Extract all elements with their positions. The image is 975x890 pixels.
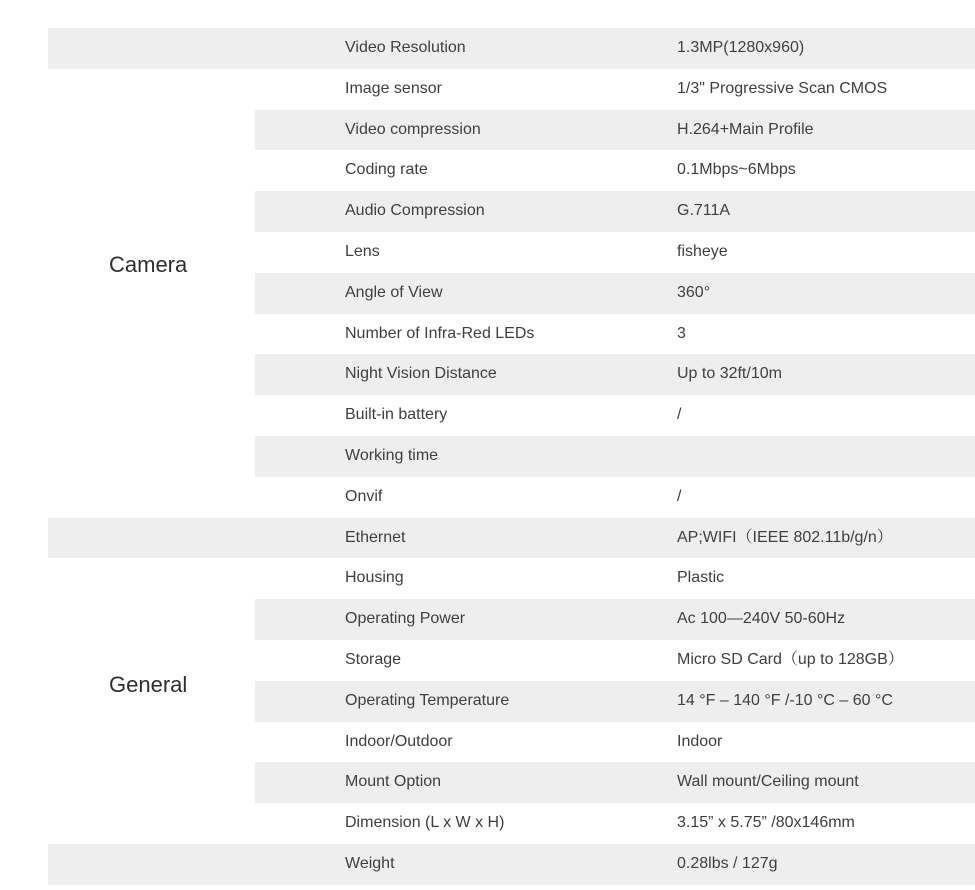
spec-label: Ethernet [345,528,406,546]
spec-value: H.264+Main Profile [677,120,814,138]
spec-value: / [677,487,682,505]
section-label-general: General [109,671,188,697]
spec-label: Onvif [345,487,383,505]
spec-label: Video Resolution [345,39,466,56]
spec-row [48,640,975,681]
spec-label: Weight [345,854,395,872]
spec-value: 1/3" Progressive Scan CMOS [677,79,888,97]
spec-label: Mount Option [345,773,442,791]
spec-row [48,681,975,722]
spec-value: Micro SD Card（up to 128GB） [677,650,904,668]
spec-value: 3 [677,324,686,342]
spec-row [48,110,975,151]
spec-value: 0.28lbs / 127g [677,854,778,872]
spec-value: Wall mount/Ceiling mount [677,773,859,791]
spec-label: Angle of View [345,283,443,301]
spec-value: AP;WIFI（IEEE 802.11b/g/n） [677,528,893,546]
spec-row [48,844,975,885]
spec-value: Ac 100—240V 50-60Hz [677,610,846,628]
section-general [48,518,975,885]
spec-label: Number of Infra-Red LEDs [345,324,535,342]
spec-row [48,395,975,436]
spec-value: Indoor [677,732,723,750]
spec-label: Lens [345,242,380,260]
spec-row [48,477,975,518]
spec-label: Operating Temperature [345,691,510,709]
spec-row [48,150,975,191]
spec-row [48,232,975,273]
section-camera [48,28,975,518]
spec-label: Built-in battery [345,406,448,424]
spec-row [48,273,975,314]
spec-row [48,314,975,355]
spec-value: 3.15” x 5.75” /80x146mm [677,814,855,832]
spec-label: Housing [345,569,404,587]
spec-label: Storage [345,650,402,668]
spec-value: / [677,406,682,424]
spec-value: fisheye [677,242,728,260]
spec-row [48,803,975,844]
spec-value: 1.3MP(1280x960) [677,39,805,56]
spec-label: Working time [345,446,439,464]
spec-value: G.711A [677,202,731,220]
spec-label: Video compression [345,120,481,138]
spec-label: Coding rate [345,161,428,179]
spec-row [48,191,975,232]
spec-label: Night Vision Distance [345,365,497,383]
spec-row [48,558,975,599]
spec-table [48,28,975,885]
spec-value: 14 °F – 140 °F /-10 °C – 60 °C [677,691,893,709]
spec-label: Image sensor [345,79,442,97]
spec-row [48,354,975,395]
spec-value: Plastic [677,569,725,587]
spec-row [48,436,975,477]
spec-row [48,69,975,110]
spec-label: Audio Compression [345,202,485,220]
spec-row [48,599,975,640]
section-label-camera: Camera [109,252,188,277]
spec-row [48,518,975,559]
spec-value: Up to 32ft/10m [677,365,782,383]
spec-label: Indoor/Outdoor [345,732,453,750]
spec-value: 360° [677,283,711,301]
spec-row [48,762,975,803]
spec-label: Dimension (L x W x H) [345,814,505,832]
spec-row [48,28,975,69]
spec-value: 0.1Mbps~6Mbps [677,161,796,179]
spec-row [48,722,975,763]
spec-label: Operating Power [345,610,466,628]
